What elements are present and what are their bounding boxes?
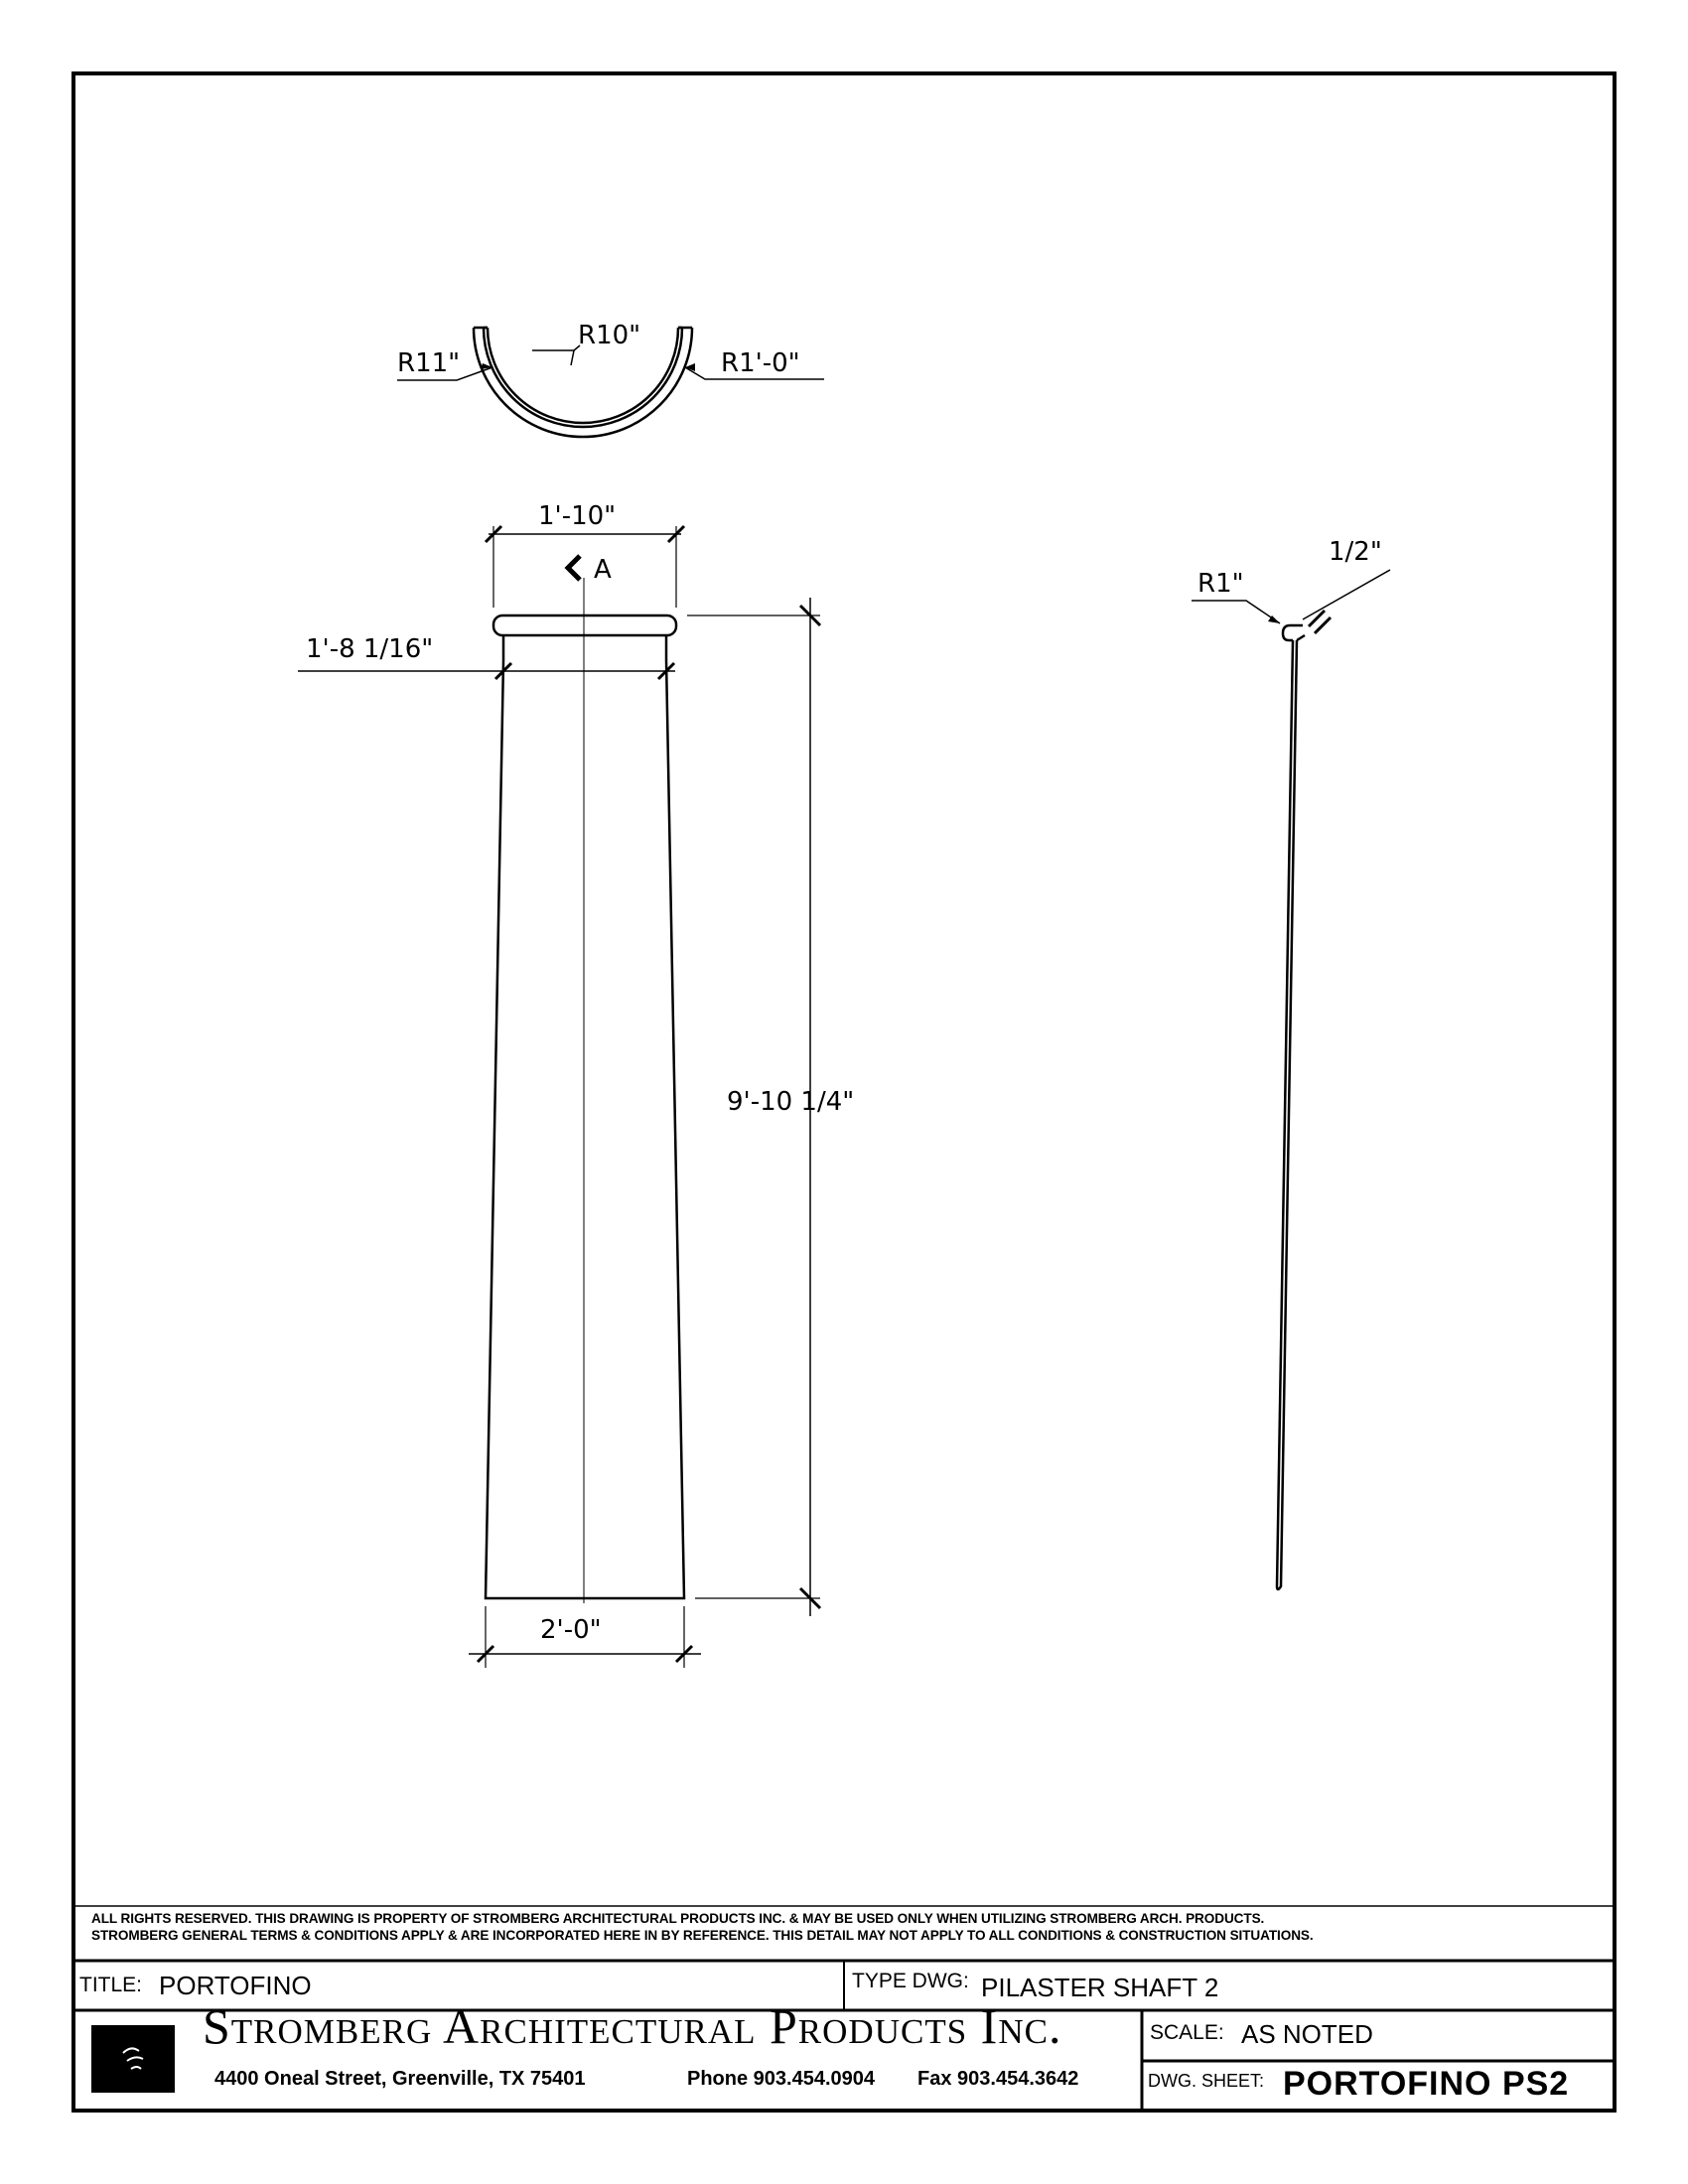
type-drawing-value: PILASTER SHAFT 2 [981, 1973, 1219, 2002]
profile-radius-label: R1" [1197, 569, 1244, 599]
section-marker [568, 555, 612, 585]
copyright-note-line-2: STROMBERG GENERAL TERMS & CONDITIONS APPLY & ARE INCORPORATED HERE IN BY REFERENCE. THIS DETAIL MAY NOT APPLY TO ALL CONDITIONS & CONSTRUCTION SITUATIONS. [91, 1928, 1314, 1943]
company-address: 4400 Oneal Street, Greenville, TX 75401 [214, 2068, 586, 2090]
company-phone: Phone 903.454.0904 [687, 2068, 876, 2090]
shaft-side-profile [1277, 625, 1305, 1589]
section-radius-right-label: R1'-0" [721, 348, 800, 378]
neck-width-dimension [298, 663, 675, 679]
title-label: TITLE: [79, 1974, 143, 1996]
copyright-notes [91, 1910, 1314, 1944]
type-drawing-label: TYPE DWG: [852, 1970, 969, 1992]
section-radius-inner-label: R10" [578, 321, 641, 350]
section-radius-left-label: R11" [397, 348, 461, 378]
neck-width-label: 1'-8 1/16" [306, 634, 434, 664]
title-value: PORTOFINO [159, 1971, 312, 2000]
company-name: Stromberg Architectural Products Inc. [203, 1998, 1062, 2054]
sheet-value: PORTOFINO PS2 [1283, 2065, 1570, 2103]
stromberg-logo-icon [91, 2025, 175, 2093]
top-width-label: 1'-10" [538, 501, 617, 531]
scale-label: SCALE: [1150, 2021, 1224, 2044]
section-marker-label: A [594, 555, 612, 585]
bottom-width-label: 2'-0" [540, 1615, 602, 1645]
copyright-note-line-1: ALL RIGHTS RESERVED. THIS DRAWING IS PROPERTY OF STROMBERG ARCHITECTURAL PRODUCTS INC. & MAY BE USED ONLY WHEN UTILIZING STROMBERG ARCH. PRODUCTS. [91, 1911, 1265, 1926]
company-fax: Fax 903.454.3642 [917, 2068, 1079, 2090]
top-width-dimension [486, 526, 684, 608]
height-label: 9'-10 1/4" [727, 1087, 855, 1117]
pilaster-shaft-elevation [486, 615, 684, 1598]
profile-thickness-label: 1/2" [1329, 537, 1382, 567]
logo-mark [91, 2025, 175, 2093]
sheet-label: DWG. SHEET: [1148, 2071, 1265, 2091]
scale-value: AS NOTED [1241, 2019, 1373, 2049]
section-arrowheads [481, 363, 695, 371]
